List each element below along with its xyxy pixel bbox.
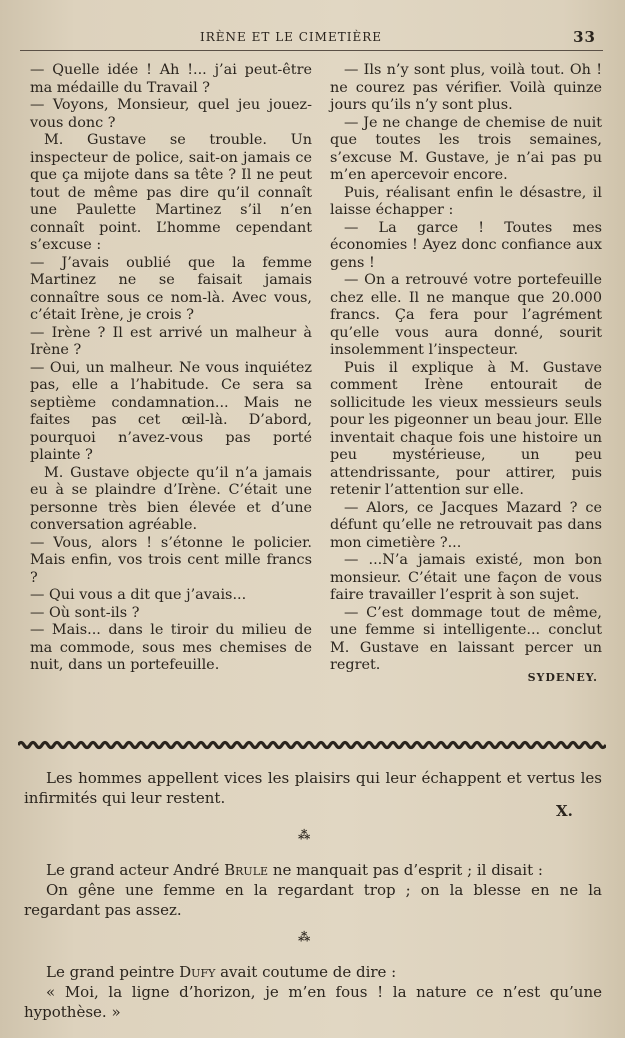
person-name: Dufy — [179, 963, 216, 981]
paragraph: Puis, réalisant enfin le désastre, il laisse échapper : — [330, 184, 602, 218]
anecdote-dufy — [24, 962, 602, 1022]
left-column — [30, 62, 312, 675]
paragraph: — On a retrouvé votre portefeuille chez elle. Il ne manque que 20.000 francs. Ça fera pour l’agrément qu’elle vous aura donné, sourit insolemment l’inspecteur. — [330, 272, 602, 358]
maxim-author: X. — [556, 802, 573, 820]
anecdote-quote: « Moi, la ligne d’horizon, je m’en fous ! la nature ce n’est qu’une hypothèse. » — [24, 983, 602, 1021]
paragraph: — Irène ? Il est arrivé un malheur à Irène ? — [30, 324, 312, 358]
paragraph: — Où sont-ils ? — [30, 604, 140, 621]
author-signature: SYDENEY. — [527, 670, 598, 684]
running-title: IRÈNE ET LE CIMETIÈRE — [200, 30, 382, 44]
paragraph: — Mais... dans le tiroir du milieu de ma commode, sous mes chemises de nuit, dans un portefeuille. — [30, 622, 312, 673]
paragraph: — Ils n’y sont plus, voilà tout. Oh ! ne courez pas vérifier. Voilà quinze jours qu’ils n’y sont plus. — [330, 62, 602, 113]
paragraph: Puis il explique à M. Gustave comment Irène entourait de sollicitude les vieux messieurs seuls pour les pigeonner un beau jour. Elle inventait chaque fois une histoire un peu mystérieuse, un peu attendrissante, pour attirer, puis retenir l’attention sur elle. — [330, 359, 602, 498]
paragraph: — La garce ! Toutes mes économies ! Ayez donc confiance aux gens ! — [330, 219, 602, 271]
paragraph: — C’est dommage tout de même, une femme si intelligente... conclut M. Gustave en laissant percer un regret. — [330, 604, 602, 673]
paragraph: — Quelle idée ! Ah !... j’ai peut-être ma médaille du Travail ? — [30, 62, 312, 96]
anecdote-brule — [24, 860, 602, 920]
header-rule — [20, 50, 603, 51]
paragraph: — Vous, alors ! s’étonne le policier. Mais enfin, vos trois cent mille francs ? — [30, 534, 312, 586]
wavy-divider — [18, 738, 606, 752]
paragraph: — Qui vous a dit que j’avais... — [30, 587, 247, 603]
anecdote-quote: On gêne une femme en la regardant trop ; on la blesse en ne la regardant pas assez. — [24, 881, 602, 919]
paragraph: — ...N’a jamais existé, mon bon monsieur. C’était une façon de vous faire travailler l’esprit à son sujet. — [330, 552, 602, 603]
paragraph: — J’avais oublié que la femme Martinez ne se faisait jamais connaître sous ce nom-là. Avec vous, c’était Irène, je crois ? — [30, 254, 312, 323]
paragraph: — Oui, un malheur. Ne vous inquiétez pas, elle a l’habitude. Ce sera sa septième condamnation... Mais ne faites pas cet œil-là. D’abord, pourquoi n’avez-vous pas porté plainte ? — [30, 359, 312, 463]
anecdote-intro: Le grand peintre Dufy avait coutume de dire : — [46, 963, 397, 981]
page-number: 33 — [573, 28, 596, 46]
paragraph: M. Gustave se trouble. Un inspecteur de police, sait-on jamais ce que ça mijote dans sa tête ? Il ne peut tout de même pas dire qu’il connaît une Paulette Martinez s’il n’en connaît point. L’homme cependant s’excuse : — [30, 132, 312, 253]
maxim-text: Les hommes appellent vices les plaisirs qui leur échappent et vertus les infirmités qui leur restent. — [24, 769, 602, 807]
asterism-separator: ⁂ — [298, 828, 311, 842]
paragraph: — Alors, ce Jacques Mazard ? ce défunt qu’elle ne retrouvait pas dans mon cimetière ?... — [330, 499, 602, 551]
right-column — [330, 62, 602, 686]
maxim-vices — [24, 768, 602, 808]
person-name: Brule — [224, 861, 269, 879]
anecdote-intro: Le grand acteur André Brule ne manquait pas d’esprit ; il disait : — [46, 861, 543, 879]
paragraph: — Je ne change de chemise de nuit que toutes les trois semaines, s’excuse M. Gustave, je n’ai pas pu m’en apercevoir encore. — [330, 114, 602, 183]
asterism-separator: ⁂ — [298, 930, 311, 944]
paragraph: M. Gustave objecte qu’il n’a jamais eu à se plaindre d’Irène. C’était une personne très bien élevée et d’une conversation agréable. — [30, 464, 312, 533]
paragraph: — Voyons, Monsieur, quel jeu jouez-vous donc ? — [30, 97, 312, 131]
